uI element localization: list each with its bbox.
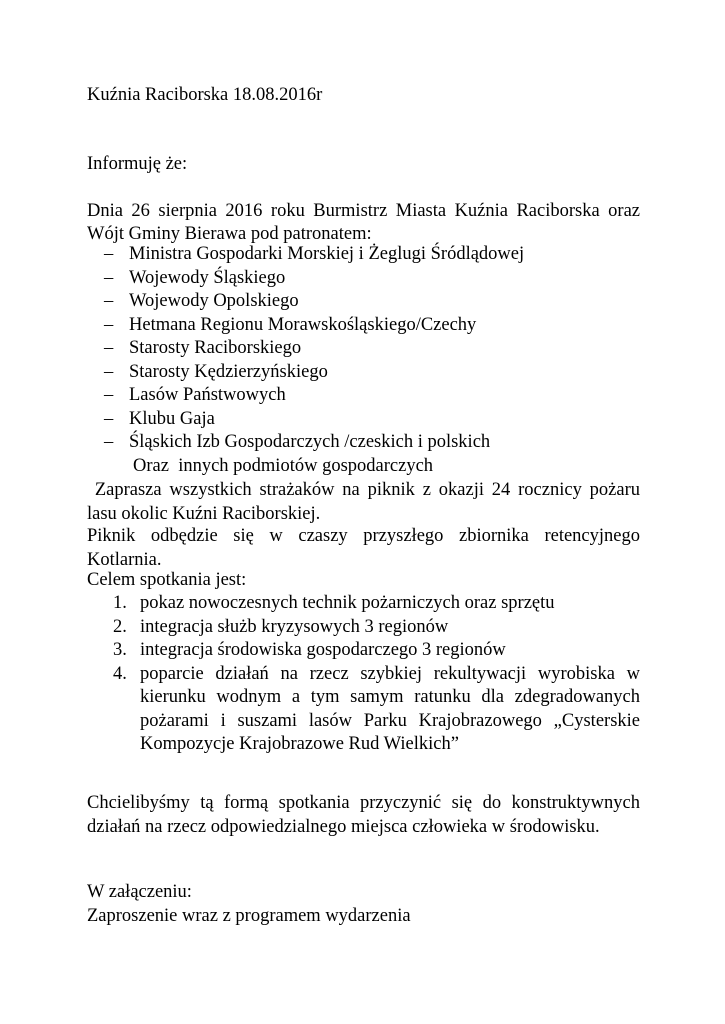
list-item: – Klubu Gaja	[104, 408, 524, 432]
list-item	[113, 663, 640, 757]
intro-line-1: Dnia 26 sierpnia 2016 roku Burmistrz Miasta Kuźnia Raciborska oraz	[87, 201, 640, 221]
goals-list	[113, 592, 640, 757]
list-text: integracja służb kryzysowych 3 regionów	[140, 616, 449, 637]
list-text: pokaz nowoczesnych technik pożarniczych oraz sprzętu	[140, 593, 555, 613]
list-item: – Starosty Kędzierzyńskiego	[104, 361, 524, 385]
patrons-extra: Oraz innych podmiotów gospodarczych	[133, 456, 434, 476]
list-item: – Wojewody Śląskiego	[104, 267, 524, 291]
list-item: – Starosty Raciborskiego	[104, 337, 524, 361]
list-number: 2.	[113, 616, 127, 637]
goals-heading: Celem spotkania jest:	[87, 570, 247, 590]
list-number: 4.	[113, 663, 127, 684]
patrons-list	[104, 243, 524, 455]
list-item: – Śląskich Izb Gospodarczych /czeskich i polskich	[104, 431, 524, 455]
list-item: – Wojewody Opolskiego	[104, 290, 524, 314]
closing-paragraph: Chcielibyśmy tą formą spotkania przyczynić się do konstruktywnych działań na rzecz odpowiedzialnego miejsca człowieka w środowisku.	[87, 793, 640, 837]
location-paragraph: Piknik odbędzie się w czaszy przyszłego zbiornika retencyjnego Kotlarnia.	[87, 526, 640, 570]
list-item: – Ministra Gospodarki Morskiej i Żeglugi Śródlądowej	[104, 243, 524, 267]
list-number: 1.	[113, 593, 127, 613]
intro-line-2: Wójt Gminy Bierawa pod patronatem:	[87, 224, 372, 244]
list-text: integracja środowiska gospodarczego 3 regionów	[140, 640, 506, 660]
place-date: Kuźnia Raciborska 18.08.2016r	[87, 85, 323, 105]
list-item	[113, 639, 640, 663]
list-item: – Hetmana Regionu Morawskośląskiego/Czechy	[104, 314, 524, 338]
list-item	[113, 592, 640, 616]
list-item: – Lasów Państwowych	[104, 384, 524, 408]
attachment-text: Zaproszenie wraz z programem wydarzenia	[87, 906, 411, 926]
list-item	[113, 616, 640, 640]
list-number: 3.	[113, 640, 127, 660]
greeting: Informuję że:	[87, 154, 188, 174]
list-text: poparcie działań na rzecz szybkiej rekultywacji wyrobiska w kierunku wodnym a tym samym ratunku dla zdegradowanych pożarami i suszami lasów Parku Krajobrazowego „Cysterskie Kompozycje Krajobrazowe Rud Wielkich”	[140, 663, 640, 754]
invitation-paragraph: Zaprasza wszystkich strażaków na piknik z okazji 24 rocznicy pożaru lasu okolic Kuźni Raciborskiej.	[87, 480, 645, 524]
attachment-heading: W załączeniu:	[87, 882, 192, 902]
